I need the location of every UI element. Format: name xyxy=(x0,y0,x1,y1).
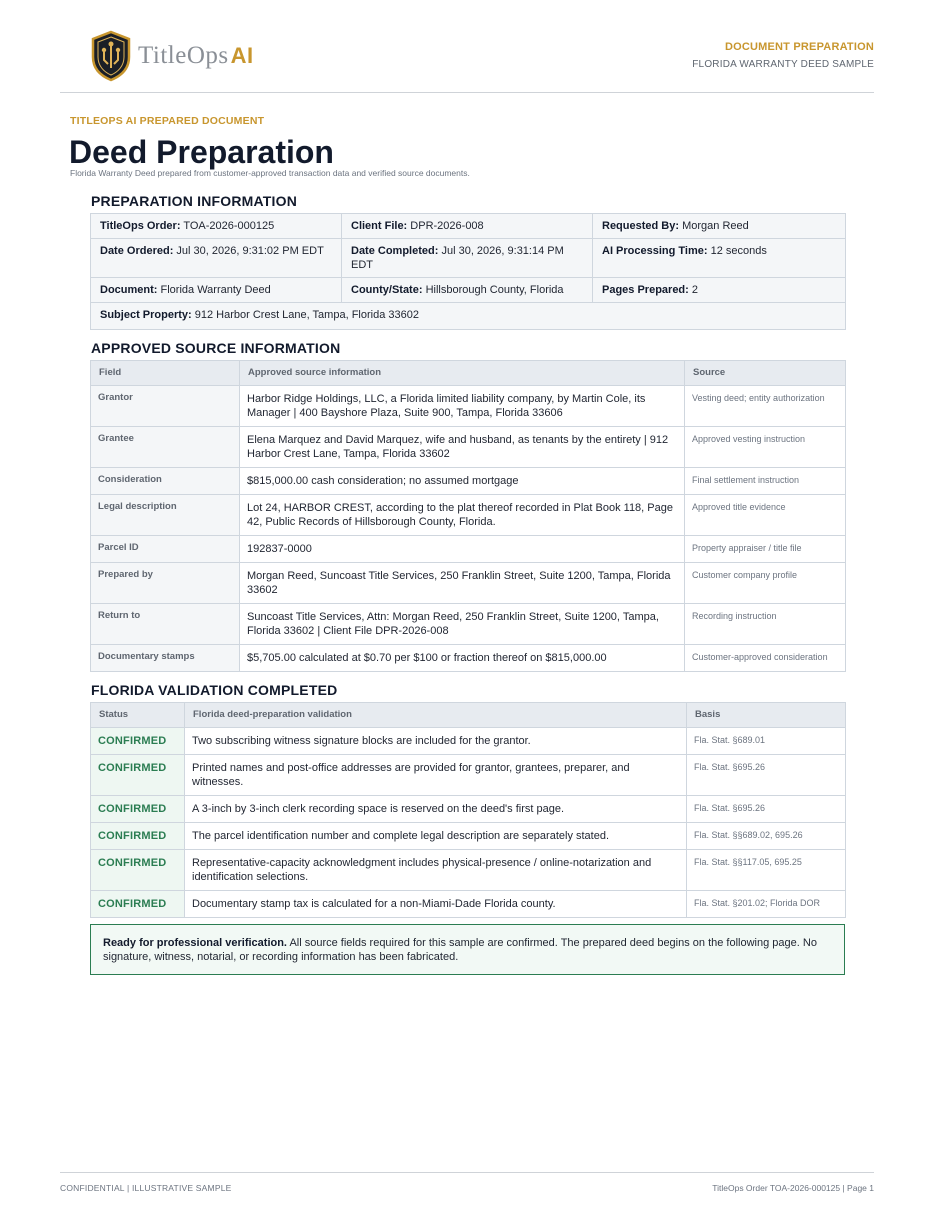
source-value-cell: $5,705.00 calculated at $0.70 per $100 or fraction thereof on $815,000.00 xyxy=(240,645,685,672)
header-right xyxy=(692,41,874,70)
source-field-cell: Grantee xyxy=(91,427,240,468)
page-eyebrow: TITLEOPS AI PREPARED DOCUMENT xyxy=(70,115,265,127)
source-info-table xyxy=(90,360,846,672)
source-field-cell: Legal description xyxy=(91,495,240,536)
prep-pages-cell: Pages Prepared: 2 xyxy=(593,278,846,303)
table-row xyxy=(91,645,846,672)
source-value-cell: Suncoast Title Services, Attn: Morgan Reed, 250 Franklin Street, Suite 1200, Tampa, Florida 33602 | Client File DPR-2026-008 xyxy=(240,604,685,645)
source-header-source: Source xyxy=(685,361,846,386)
ready-notice-bold: Ready for professional verification. xyxy=(103,937,287,949)
validation-title: FLORIDA VALIDATION COMPLETED xyxy=(91,682,338,698)
source-value-cell: Morgan Reed, Suncoast Title Services, 250 Franklin Street, Suite 1200, Tampa, Florida 33602 xyxy=(240,563,685,604)
source-field-cell: Return to xyxy=(91,604,240,645)
source-origin-cell: Recording instruction xyxy=(685,604,846,645)
header-subtitle: FLORIDA WARRANTY DEED SAMPLE xyxy=(692,59,874,70)
source-info-title: APPROVED SOURCE INFORMATION xyxy=(91,340,341,356)
source-field-cell: Grantor xyxy=(91,386,240,427)
header-kicker: DOCUMENT PREPARATION xyxy=(724,41,874,53)
prep-county-value: Hillsborough County, Florida xyxy=(425,284,564,296)
source-value-cell: Harbor Ridge Holdings, LLC, a Florida limited liability company, by Martin Cole, its Manager | 400 Bayshore Plaza, Suite 900, Tampa, Florida 33606 xyxy=(240,386,685,427)
table-row xyxy=(91,386,846,427)
source-field-cell: Consideration xyxy=(91,468,240,495)
validation-status-cell: CONFIRMED xyxy=(91,850,185,891)
page-title: Deed Preparation xyxy=(69,134,334,170)
ready-notice-text: All source fields required for this sample are confirmed. The prepared deed begins on the following page. No signature, witness, notarial, or recording information has been fabricated. xyxy=(103,937,817,963)
source-origin-cell: Final settlement instruction xyxy=(685,468,846,495)
ready-notice xyxy=(90,924,845,975)
table-row xyxy=(91,796,846,823)
validation-header-check: Florida deed-preparation validation xyxy=(185,703,687,728)
source-header-field: Field xyxy=(91,361,240,386)
table-row xyxy=(91,468,846,495)
validation-basis-cell: Fla. Stat. §201.02; Florida DOR xyxy=(687,891,846,918)
prep-ordered-value: Jul 30, 2026, 9:31:02 PM EDT xyxy=(176,245,324,257)
table-row xyxy=(91,755,846,796)
prep-order-cell: TitleOps Order: TOA-2026-000125 xyxy=(91,214,342,239)
prep-ai-time-value: 12 seconds xyxy=(710,245,767,257)
validation-header-basis: Basis xyxy=(687,703,846,728)
validation-basis-cell: Fla. Stat. §§117.05, 695.25 xyxy=(687,850,846,891)
prep-completed-value: Jul 30, 2026, 9:31:14 PM EDT xyxy=(351,245,564,271)
table-row xyxy=(91,823,846,850)
source-field-cell: Parcel ID xyxy=(91,536,240,563)
prep-requested-value: Morgan Reed xyxy=(682,220,749,232)
shield-circuit-icon xyxy=(90,30,132,82)
validation-basis-cell: Fla. Stat. §695.26 xyxy=(687,755,846,796)
table-row xyxy=(91,728,846,755)
source-value-cell: $815,000.00 cash consideration; no assumed mortgage xyxy=(240,468,685,495)
source-origin-cell: Vesting deed; entity authorization xyxy=(685,386,846,427)
source-value-cell: Elena Marquez and David Marquez, wife and husband, as tenants by the entirety | 912 Harbor Crest Lane, Tampa, Florida 33602 xyxy=(240,427,685,468)
source-value-cell: Lot 24, HARBOR CREST, according to the plat thereof recorded in Plat Book 118, Page 42, Public Records of Hillsborough County, Florida. xyxy=(240,495,685,536)
prep-info-title: PREPARATION INFORMATION xyxy=(91,193,298,209)
validation-header-status: Status xyxy=(91,703,185,728)
source-field-cell: Documentary stamps xyxy=(91,645,240,672)
validation-basis-cell: Fla. Stat. §§689.02, 695.26 xyxy=(687,823,846,850)
validation-check-cell: The parcel identification number and complete legal description are separately stated. xyxy=(185,823,687,850)
validation-check-cell: Two subscribing witness signature blocks are included for the grantor. xyxy=(185,728,687,755)
validation-basis-cell: Fla. Stat. §689.01 xyxy=(687,728,846,755)
validation-status-cell: CONFIRMED xyxy=(91,796,185,823)
footer-left: CONFIDENTIAL | ILLUSTRATIVE SAMPLE xyxy=(60,1183,232,1193)
validation-status-cell: CONFIRMED xyxy=(91,728,185,755)
prep-document-value: Florida Warranty Deed xyxy=(160,284,271,296)
prep-ai-time-cell: AI Processing Time: 12 seconds xyxy=(593,239,846,278)
brand-logo xyxy=(90,30,254,82)
source-field-cell: Prepared by xyxy=(91,563,240,604)
prep-ordered-cell: Date Ordered: Jul 30, 2026, 9:31:02 PM EDT xyxy=(91,239,342,278)
prep-info-table xyxy=(90,213,846,330)
footer-right: TitleOps Order TOA-2026-000125 | Page 1 xyxy=(712,1183,874,1193)
table-row xyxy=(91,495,846,536)
validation-status-cell: CONFIRMED xyxy=(91,891,185,918)
validation-check-cell: Printed names and post-office addresses are provided for grantor, grantees, preparer, and witnesses. xyxy=(185,755,687,796)
prep-client-value: DPR-2026-008 xyxy=(410,220,484,232)
page-footer xyxy=(60,1172,874,1193)
prep-document-cell: Document: Florida Warranty Deed xyxy=(91,278,342,303)
prep-client-cell: Client File: DPR-2026-008 xyxy=(342,214,593,239)
table-row xyxy=(91,563,846,604)
page-header xyxy=(60,0,874,93)
table-row xyxy=(91,891,846,918)
validation-status-cell: CONFIRMED xyxy=(91,823,185,850)
prep-order-value: TOA-2026-000125 xyxy=(183,220,275,232)
table-row xyxy=(91,427,846,468)
prep-property-value: 912 Harbor Crest Lane, Tampa, Florida 33602 xyxy=(194,309,419,321)
source-origin-cell: Approved title evidence xyxy=(685,495,846,536)
source-origin-cell: Approved vesting instruction xyxy=(685,427,846,468)
brand-wordmark-ai: AI xyxy=(230,43,254,68)
prep-requested-cell: Requested By: Morgan Reed xyxy=(593,214,846,239)
validation-status-cell: CONFIRMED xyxy=(91,755,185,796)
table-row xyxy=(91,604,846,645)
table-row xyxy=(91,850,846,891)
source-header-info: Approved source information xyxy=(240,361,685,386)
prep-pages-value: 2 xyxy=(691,284,699,296)
page-subtitle: Florida Warranty Deed prepared from customer-approved transaction data and verified source documents. xyxy=(70,168,470,178)
prep-property-cell: Subject Property: 912 Harbor Crest Lane, Tampa, Florida 33602 xyxy=(91,303,846,330)
source-value-cell: 192837-0000 xyxy=(240,536,685,563)
source-origin-cell: Property appraiser / title file xyxy=(685,536,846,563)
validation-table xyxy=(90,702,846,918)
validation-check-cell: A 3-inch by 3-inch clerk recording space is reserved on the deed's first page. xyxy=(185,796,687,823)
validation-basis-cell: Fla. Stat. §695.26 xyxy=(687,796,846,823)
prep-completed-cell: Date Completed: Jul 30, 2026, 9:31:14 PM EDT xyxy=(342,239,593,278)
brand-wordmark: TitleOpsAI xyxy=(138,42,254,69)
source-origin-cell: Customer company profile xyxy=(685,563,846,604)
source-origin-cell: Customer-approved consideration xyxy=(685,645,846,672)
validation-check-cell: Representative-capacity acknowledgment includes physical-presence / online-notarization and identification selections. xyxy=(185,850,687,891)
validation-check-cell: Documentary stamp tax is calculated for a non-Miami-Dade Florida county. xyxy=(185,891,687,918)
prep-county-cell: County/State: Hillsborough County, Florida xyxy=(342,278,593,303)
table-row xyxy=(91,536,846,563)
